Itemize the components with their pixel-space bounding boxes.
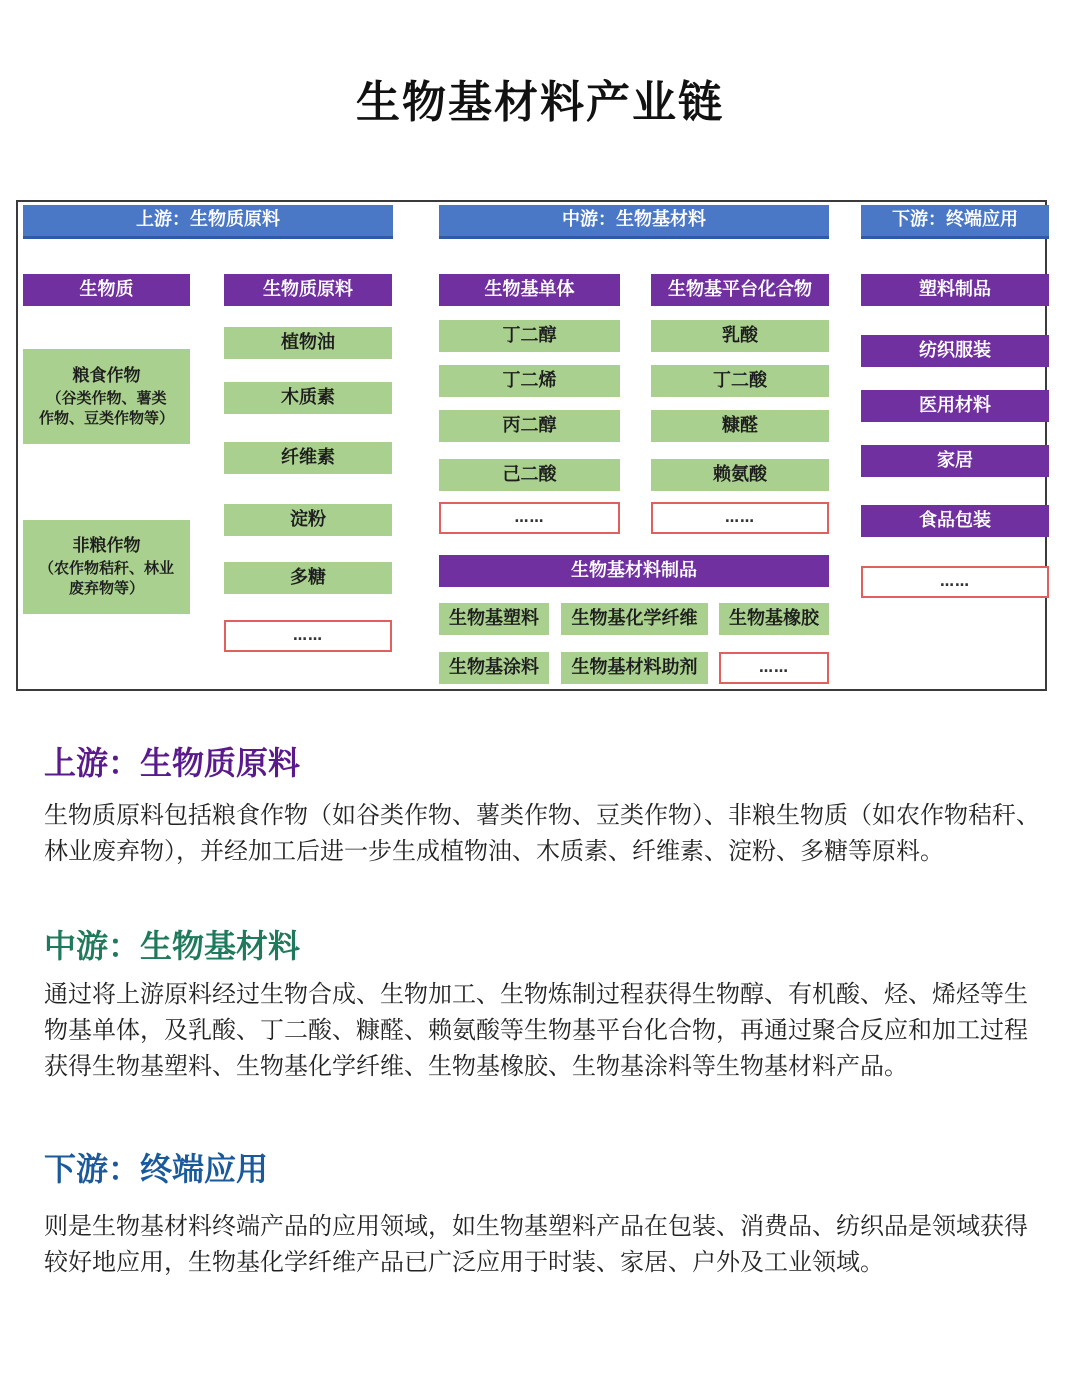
raw-material-item: 淀粉 (224, 504, 392, 536)
downstream-heading: 下游：终端应用 (44, 1150, 269, 1188)
grain-crops-detail-1: （谷类作物、薯类 (46, 388, 167, 407)
raw-material-item: 植物油 (224, 327, 392, 359)
raw-material-item: 木质素 (224, 382, 392, 414)
application-item: 家居 (861, 445, 1049, 477)
platform-compound-item: 赖氨酸 (651, 459, 829, 491)
application-item: 食品包装 (861, 505, 1049, 537)
platform-compound-item: 乳酸 (651, 320, 829, 352)
application-item: 纺织服装 (861, 335, 1049, 367)
application-item: 塑料制品 (861, 274, 1049, 306)
monomer-item: 丙二醇 (439, 410, 620, 442)
upstream-header: 上游：生物质原料 (23, 205, 393, 239)
material-product-item: 生物基涂料 (439, 652, 549, 684)
application-item: 医用材料 (861, 390, 1049, 422)
nongrain-crops-box (23, 520, 190, 614)
midstream-heading: 中游：生物基材料 (44, 927, 301, 965)
grain-crops-box (23, 349, 190, 444)
nongrain-crops-detail-2: 废弃物等） (68, 579, 144, 598)
grain-crops-detail-2: 作物、豆类作物等） (38, 408, 174, 427)
midstream-header: 中游：生物基材料 (439, 205, 829, 239)
biomass-category: 生物质 (23, 274, 190, 306)
page-title: 生物基材料产业链 (356, 77, 724, 128)
platform-compound-item: 丁二酸 (651, 365, 829, 397)
downstream-header: 下游：终端应用 (861, 205, 1049, 239)
platform-compounds-category: 生物基平台化合物 (651, 274, 829, 306)
downstream-description: 则是生物基材料终端产品的应用领域，如生物基塑料产品在包装、消费品、纺织品是领域获得较好地应用，生物基化学纤维产品已广泛应用于时装、家居、户外及工业领域。 (44, 1212, 1028, 1276)
monomer-item: 丁二醇 (439, 320, 620, 352)
platform-compound-more: …… (651, 502, 829, 534)
upstream-description: 生物质原料包括粮食作物（如谷类作物、薯类作物、豆类作物）、非粮生物质（如农作物秸秆、林业废弃物），并经加工后进一步生成植物油、木质素、纤维素、淀粉、多糖等原料。 (44, 801, 1040, 865)
monomer-item: 丁二烯 (439, 365, 620, 397)
material-product-item: 生物基塑料 (439, 603, 549, 635)
platform-compound-item: 糠醛 (651, 410, 829, 442)
raw-material-item: 纤维素 (224, 442, 392, 474)
material-products-category: 生物基材料制品 (439, 555, 829, 587)
raw-materials-category: 生物质原料 (224, 274, 392, 306)
grain-crops-name: 粮食作物 (72, 365, 141, 386)
raw-material-item: 多糖 (224, 562, 392, 594)
midstream-description: 通过将上游原料经过生物合成、生物加工、生物炼制过程获得生物醇、有机酸、烃、烯烃等生物基单体，及乳酸、丁二酸、糠醛、赖氨酸等生物基平台化合物，再通过聚合反应和加工过程获得生物基塑料、生物基化学纤维、生物基橡胶、生物基涂料等生物基材料产品。 (44, 980, 1028, 1080)
nongrain-crops-name: 非粮作物 (72, 536, 141, 557)
monomer-more: …… (439, 502, 620, 534)
raw-material-more: …… (224, 620, 392, 652)
material-product-more: …… (719, 652, 829, 684)
monomer-item: 己二酸 (439, 459, 620, 491)
material-product-item: 生物基材料助剂 (561, 652, 708, 684)
application-more: …… (861, 566, 1049, 598)
upstream-heading: 上游：生物质原料 (44, 744, 301, 782)
material-product-item: 生物基化学纤维 (561, 603, 708, 635)
monomers-category: 生物基单体 (439, 274, 620, 306)
material-product-item: 生物基橡胶 (719, 603, 829, 635)
nongrain-crops-detail-1: （农作物秸秆、林业 (38, 559, 174, 578)
industry-chain-diagram (16, 200, 1047, 691)
